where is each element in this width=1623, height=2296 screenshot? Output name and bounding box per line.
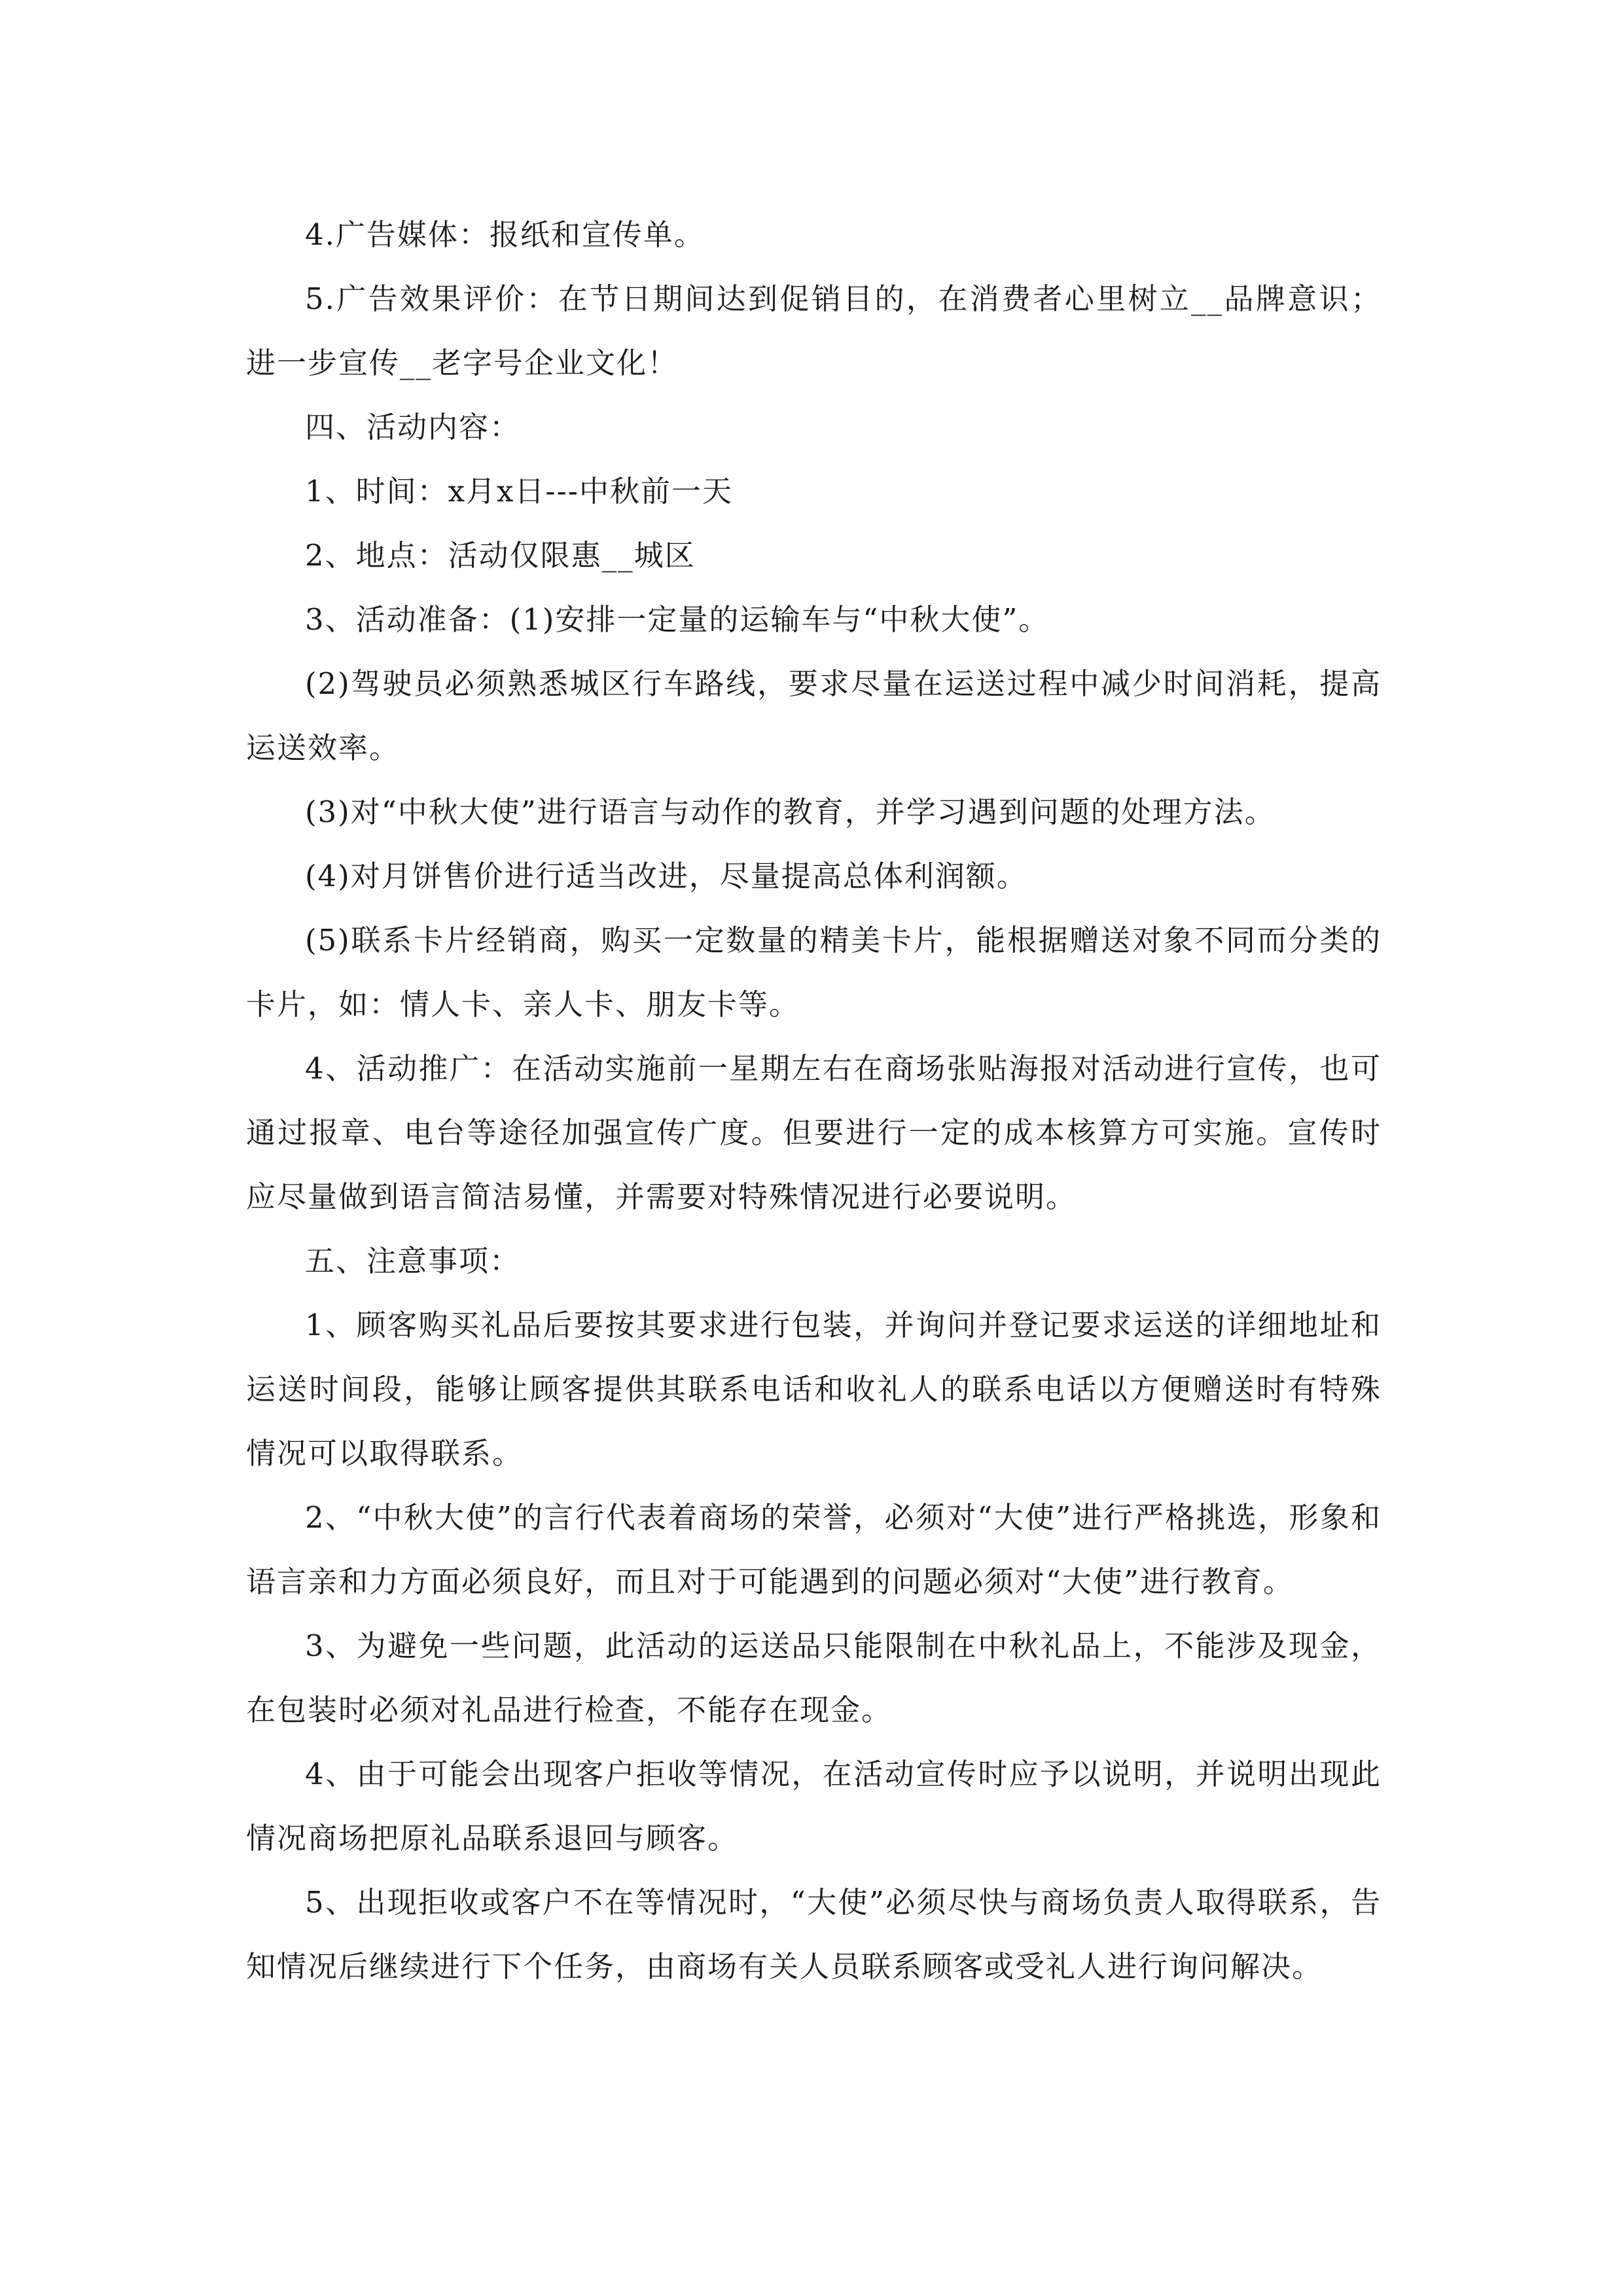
paragraph-promotion: 4、活动推广：在活动实施前一星期左右在商场张贴海报对活动进行宣传，也可通过报章、电台等途径加强宣传广度。但要进行一定的成本核算方可实施。宣传时应尽量做到语言简洁易懂，并需要对特殊情况进行必要说明。 bbox=[246, 1051, 1382, 1214]
paragraph-ad-media: 4.广告媒体：报纸和宣传单。 bbox=[305, 217, 705, 252]
paragraph-time: 1、时间：x月x日---中秋前一天 bbox=[305, 474, 734, 509]
paragraph-preparation: 3、活动准备：(1)安排一定量的运输车与“中秋大使”。 bbox=[305, 602, 1050, 637]
paragraph-preparation-4: (4)对月饼售价进行适当改进，尽量提高总体利润额。 bbox=[305, 859, 1027, 893]
paragraph-note-5: 5、出现拒收或客户不在等情况时，“大使”必须尽快与商场负责人取得联系，告知情况后继续进行下个任务，由商场有关人员联系顾客或受礼人进行询问解决。 bbox=[246, 1885, 1382, 1984]
paragraph-ad-evaluation: 5.广告效果评价：在节日期间达到促销目的，在消费者心里树立__品牌意识；进一步宣传__老字号企业文化！ bbox=[246, 281, 1382, 380]
paragraph-preparation-5: (5)联系卡片经销商，购买一定数量的精美卡片，能根据赠送对象不同而分类的卡片，如：情人卡、亲人卡、朋友卡等。 bbox=[246, 923, 1382, 1022]
paragraph-note-1: 1、顾客购买礼品后要按其要求进行包装，并询问并登记要求运送的详细地址和运送时间段，能够让顾客提供其联系电话和收礼人的联系电话以方便赠送时有特殊情况可以取得联系。 bbox=[246, 1308, 1382, 1471]
paragraph-note-2: 2、“中秋大使”的言行代表着商场的荣誉，必须对“大使”进行严格挑选，形象和语言亲和力方面必须良好，而且对于可能遇到的问题必须对“大使”进行教育。 bbox=[246, 1500, 1382, 1599]
paragraph-location: 2、地点：活动仅限惠__城区 bbox=[305, 538, 696, 573]
paragraph-note-3: 3、为避免一些问题，此活动的运送品只能限制在中秋礼品上，不能涉及现金，在包装时必须对礼品进行检查，不能存在现金。 bbox=[246, 1628, 1382, 1727]
paragraph-preparation-2: (2)驾驶员必须熟悉城区行车路线，要求尽量在运送过程中减少时间消耗，提高运送效率。 bbox=[246, 666, 1382, 765]
document-body bbox=[246, 203, 1382, 1999]
paragraph-preparation-3: (3)对“中秋大使”进行语言与动作的教育，并学习遇到问题的处理方法。 bbox=[305, 795, 1275, 829]
paragraph-note-4: 4、由于可能会出现客户拒收等情况，在活动宣传时应予以说明，并说明出现此情况商场把原礼品联系退回与顾客。 bbox=[246, 1757, 1382, 1856]
section-heading-activity-content: 四、活动内容： bbox=[305, 410, 521, 444]
section-heading-notes: 五、注意事项： bbox=[305, 1244, 521, 1278]
